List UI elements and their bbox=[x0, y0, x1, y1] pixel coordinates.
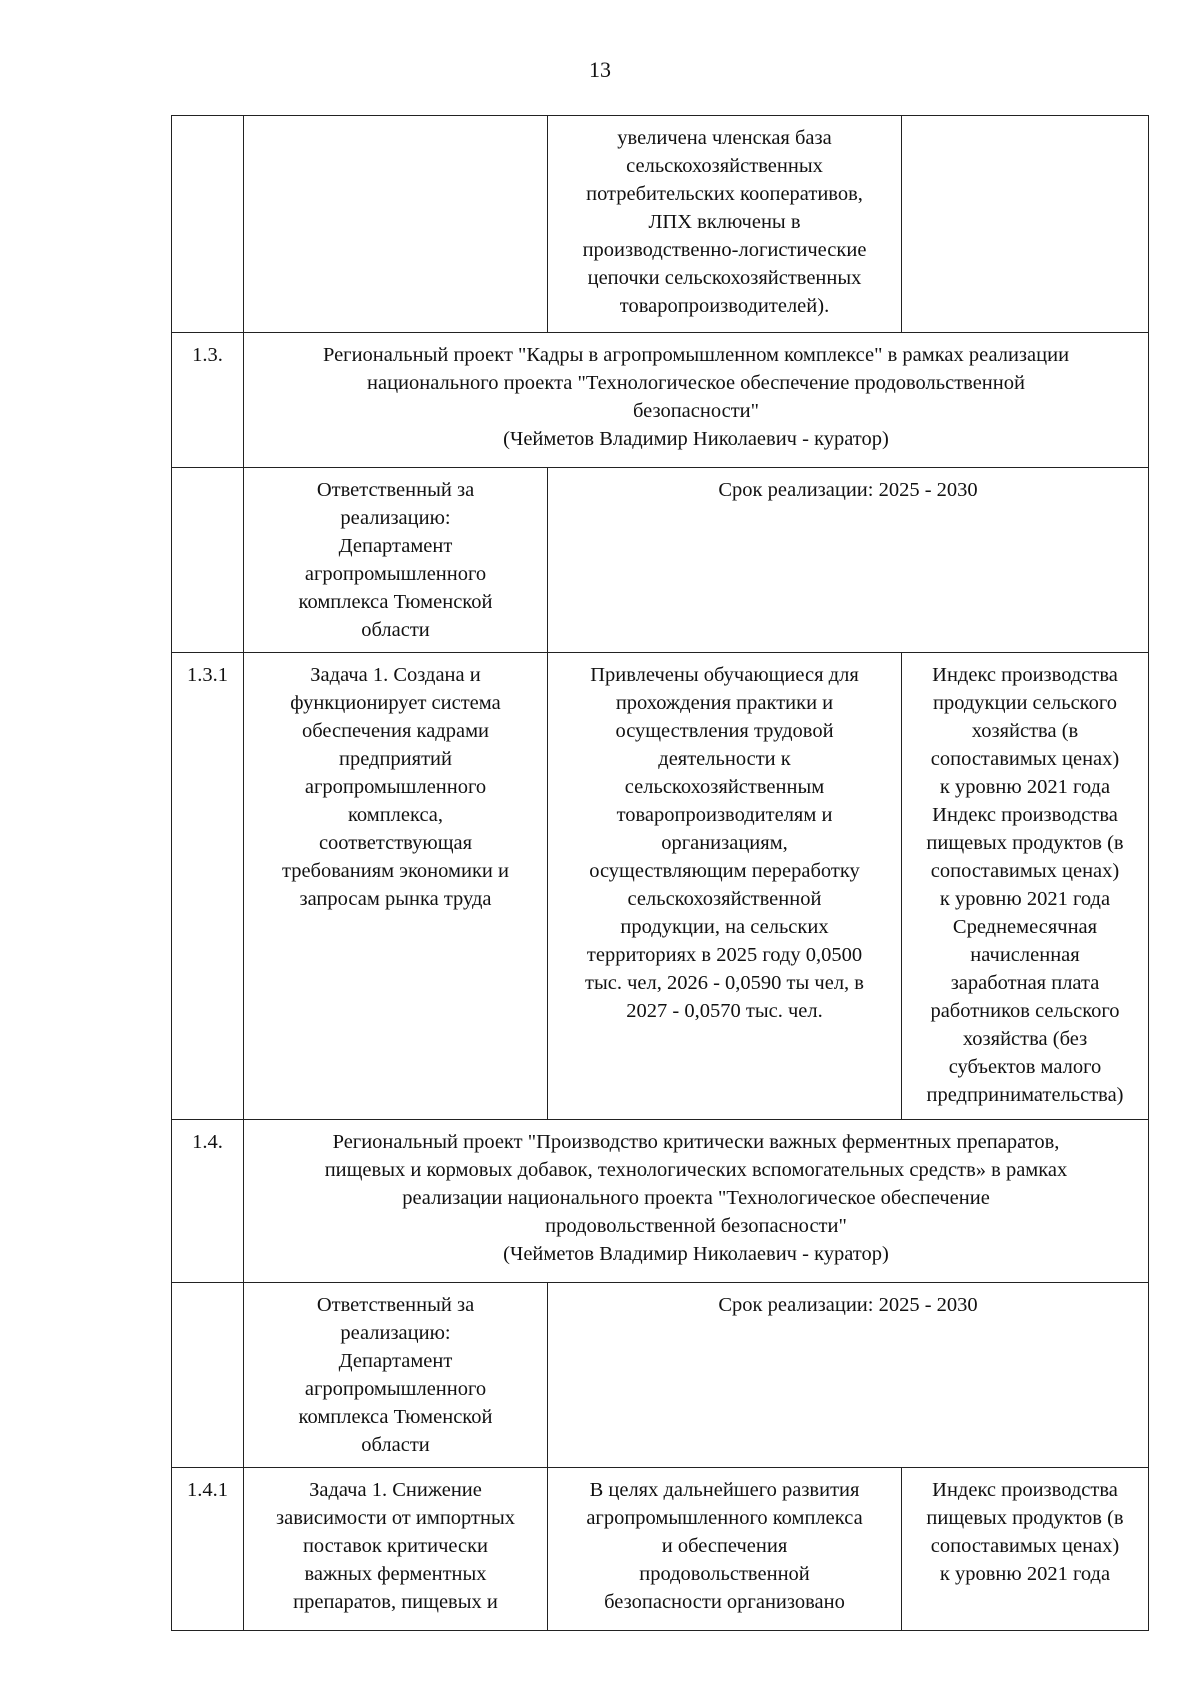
row-number-cell: 1.4.1 bbox=[172, 1468, 244, 1631]
row-number-cell: 1.3. bbox=[172, 333, 244, 468]
project-title-cell: Региональный проект "Производство критически важных ферментных препаратов, пищевых и кормовых добавок, технологических вспомогательных средств» в рамках реализации национального проекта "Технологическое обеспечение продовольственной безопасности" (Чейметов Владимир Николаевич - куратор) bbox=[244, 1120, 1149, 1283]
result-cell: увеличена членская база сельскохозяйственных потребительских кооперативов, ЛПХ включены в производственно-логистические цепочки сельскохозяйственных товаропроизводителей). bbox=[548, 116, 902, 333]
result-cell: Привлечены обучающиеся для прохождения практики и осуществления трудовой деятельности к сельскохозяйственным товаропроизводителям и организациям, осуществляющим переработку сельскохозяйственной продукции, на сельских территориях в 2025 году 0,0500 тыс. чел, 2026 - 0,0590 ты чел, в 2027 - 0,0570 тыс. чел. bbox=[548, 653, 902, 1120]
term-cell: Срок реализации: 2025 - 2030 bbox=[548, 468, 1149, 653]
row-number-cell: 1.3.1 bbox=[172, 653, 244, 1120]
task-cell bbox=[244, 116, 548, 333]
term-cell: Срок реализации: 2025 - 2030 bbox=[548, 1283, 1149, 1468]
row-number-cell: 1.4. bbox=[172, 1120, 244, 1283]
result-cell: В целях дальнейшего развития агропромышленного комплекса и обеспечения продовольственной безопасности организовано bbox=[548, 1468, 902, 1631]
indicator-cell: Индекс производства продукции сельского хозяйства (в сопоставимых ценах) к уровню 2021 года Индекс производства пищевых продуктов (в сопоставимых ценах) к уровню 2021 года Среднемесячная начисленная заработная плата работников сельского хозяйства (без субъектов малого предпринимательства) bbox=[902, 653, 1149, 1120]
measures-table bbox=[171, 115, 1149, 1631]
responsible-cell: Ответственный за реализацию: Департамент агропромышленного комплекса Тюменской области bbox=[244, 468, 548, 653]
row-number-cell bbox=[172, 468, 244, 653]
row-number-cell bbox=[172, 1283, 244, 1468]
task-cell: Задача 1. Создана и функционирует система обеспечения кадрами предприятий агропромышленного комплекса, соответствующая требованиям экономики и запросам рынка труда bbox=[244, 653, 548, 1120]
table-row bbox=[172, 1468, 1149, 1631]
table-row bbox=[172, 468, 1149, 653]
responsible-cell: Ответственный за реализацию: Департамент агропромышленного комплекса Тюменской области bbox=[244, 1283, 548, 1468]
row-number-cell bbox=[172, 116, 244, 333]
table-row bbox=[172, 1283, 1149, 1468]
page-number: 13 bbox=[589, 57, 611, 82]
table-row bbox=[172, 333, 1149, 468]
table-row bbox=[172, 1120, 1149, 1283]
indicator-cell: Индекс производства пищевых продуктов (в сопоставимых ценах) к уровню 2021 года bbox=[902, 1468, 1149, 1631]
table-row bbox=[172, 653, 1149, 1120]
table-row bbox=[172, 116, 1149, 333]
project-title-cell: Региональный проект "Кадры в агропромышленном комплексе" в рамках реализации национального проекта "Технологическое обеспечение продовольственной безопасности" (Чейметов Владимир Николаевич - куратор) bbox=[244, 333, 1149, 468]
task-cell: Задача 1. Снижение зависимости от импортных поставок критически важных ферментных препаратов, пищевых и bbox=[244, 1468, 548, 1631]
indicator-cell bbox=[902, 116, 1149, 333]
